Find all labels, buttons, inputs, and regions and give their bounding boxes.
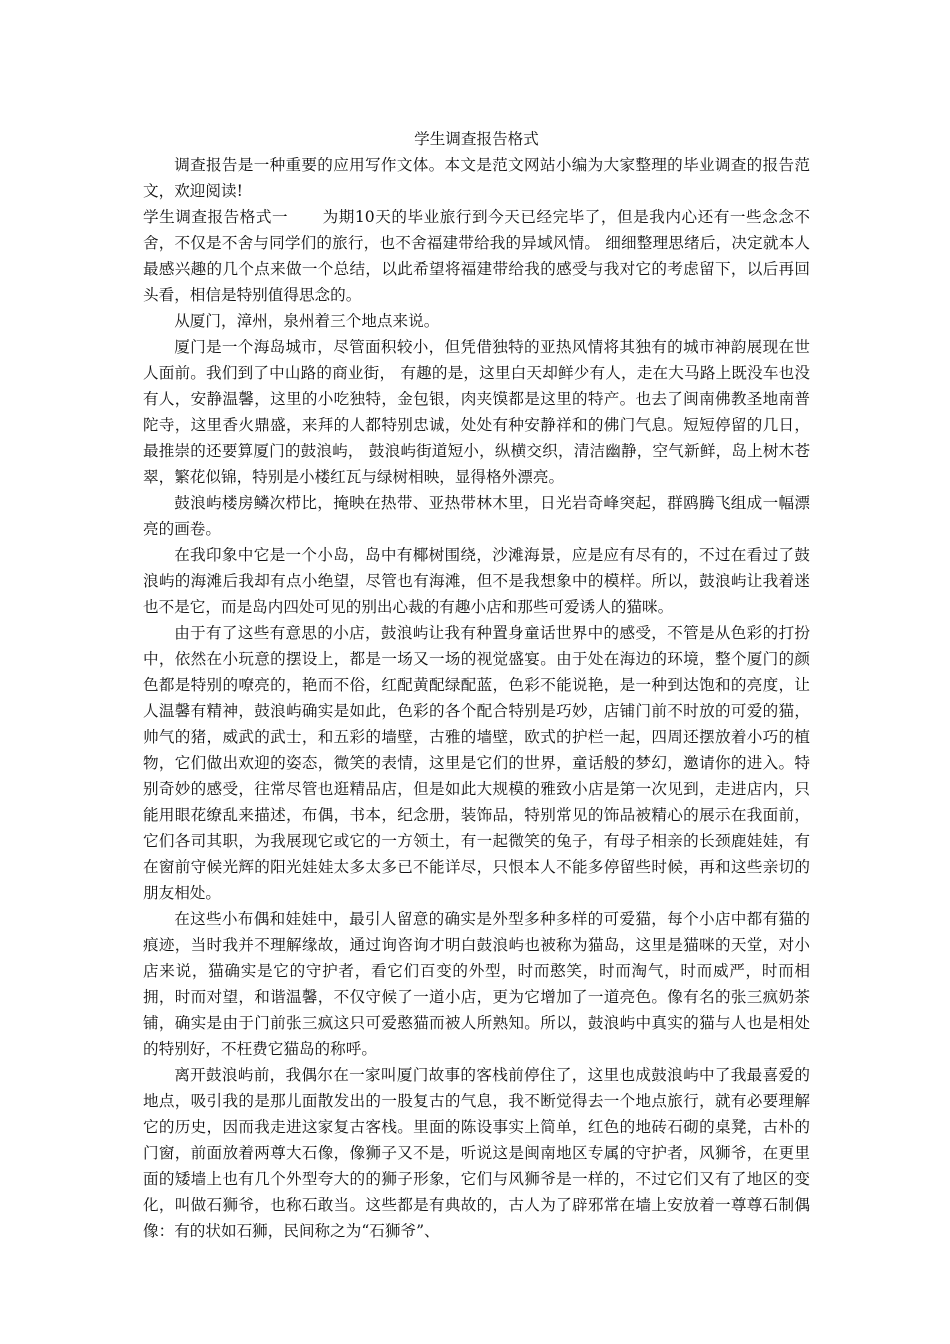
body-paragraph: 在这些小布偶和娃娃中，最引人留意的确实是外型多种多样的可爱猫，每个小店中都有猫的痕迹，当时我并不理解缘故，通过询咨询才明白鼓浪屿也被称为猫岛，这里是猫咪的天堂，对小店来说，猫确实是它的守护者，看它们百变的外型，时而憨笑，时而淘气，时而威严，时而相拥，时而对望，和谐温馨，不仅守候了一道小店，更为它增加了一道亮色。像有名的张三疯奶茶铺，确实是由于门前张三疯这只可爱憨猫而被人所熟知。所以，鼓浪屿中真实的猫与人也是相处的特别好，不枉费它猫岛的称呼。 (143, 910, 810, 1058)
section-one-paragraph (143, 204, 810, 308)
body-paragraph: 从厦门，漳州，泉州着三个地点来说。 (174, 312, 440, 330)
section-label: 学生调查报告格式一 (143, 208, 289, 226)
intro-paragraph: 调查报告是一种重要的应用写作文体。本文是范文网站小编为大家整理的毕业调查的报告范文，欢迎阅读! (143, 156, 810, 200)
document-body (143, 126, 810, 1244)
body-paragraph: 由于有了这些有意思的小店，鼓浪屿让我有种置身童话世界中的感受，不管是从色彩的打扮中，依然在小玩意的摆设上，都是一场又一场的视觉盛宴。由于处在海边的环境，整个厦门的颜色都是特别的嘹亮的，艳而不俗，红配黄配绿配蓝，色彩不能说艳，是一种到达饱和的亮度，让人温馨有精神，鼓浪屿确实是如此，色彩的各个配合特别是巧妙，店铺门前不时放的可爱的猫，帅气的猪，威武的武士，和五彩的墙壁，古雅的墙壁，欧式的护栏一起，四周还摆放着小巧的植物，它们做出欢迎的姿态，微笑的表情，这里是它们的世界，童话般的梦幻，邀请你的进入。特别奇妙的感受，往常尽管也逛精品店，但是如此大规模的雅致小店是第一次见到，走进店内，只能用眼花缭乱来描述，布偶，书本，纪念册，装饰品，特别常见的饰品被精心的展示在我面前，它们各司其职，为我展现它或它的一方领土，有一起微笑的兔子，有母子相亲的长颈鹿娃娃，有在窗前守候光辉的阳光娃娃太多太多已不能详尽，只恨本人不能多停留些时候，再和这些亲切的朋友相处。 (143, 624, 810, 902)
body-paragraph: 鼓浪屿楼房鳞次栉比，掩映在热带、亚热带林木里，日光岩奇峰突起，群鸥腾飞组成一幅漂亮的画卷。 (143, 494, 810, 538)
body-paragraph: 离开鼓浪屿前，我偶尔在一家叫厦门故事的客栈前停住了，这里也成鼓浪屿中了我最喜爱的地点，吸引我的是那儿面散发出的一股复古的气息，我不断觉得去一个地点旅行，就有必要理解它的历史，因而我走进这家复古客栈。里面的陈设事实上简单，红色的地砖石砌的桌凳，古朴的门窗，前面放着两尊大石像，像狮子又不是，听说这是闽南地区专属的守护者，风狮爷，在更里面的矮墙上也有几个外型夸大的的狮子形象，它们与风狮爷是一样的，不过它们又有了地区的变化，叫做石狮爷，也称石敢当。这些都是有典故的，古人为了辟邪常在墙上安放着一尊尊石制偶像：有的状如石狮，民间称之为“石狮爷”、 (143, 1066, 810, 1240)
document-title: 学生调查报告格式 (414, 130, 539, 148)
section-lead: 为期10天的毕业旅行到今天已经完毕了，但是我内心还有一些念念不舍，不仅是不舍与同学们的旅行，也不舍福建带给我的异域风情。 细细整理思绪后，决定就本人最感兴趣的几个点来做一个总结，以此希望将福建带给我的感受与我对它的考虑留下，以后再回头看，相信是特别值得思念的。 (143, 208, 810, 304)
body-paragraph: 厦门是一个海岛城市，尽管面积较小，但凭借独特的亚热风情将其独有的城市神韵展现在世人面前。我们到了中山路的商业街， 有趣的是，这里白天却鲜少有人，走在大马路上既没车也没有人，安静温馨，这里的小吃独特，金包银，肉夹馍都是这里的特产。也去了闽南佛教圣地南普陀寺，这里香火鼎盛，来拜的人都特别忠诚，处处有种安静祥和的佛门气息。短短停留的几日，最推崇的还要算厦门的鼓浪屿， 鼓浪屿街道短小，纵横交织，清洁幽静，空气新鲜，岛上树木苍翠，繁花似锦，特别是小楼红瓦与绿树相映，显得格外漂亮。 (143, 338, 810, 486)
body-paragraph: 在我印象中它是一个小岛，岛中有椰树围绕，沙滩海景，应是应有尽有的，不过在看过了鼓浪屿的海滩后我却有点小绝望，尽管也有海滩，但不是我想象中的模样。所以，鼓浪屿让我着迷也不是它，而是岛内四处可见的别出心裁的有趣小店和那些可爱诱人的猫咪。 (143, 546, 810, 616)
